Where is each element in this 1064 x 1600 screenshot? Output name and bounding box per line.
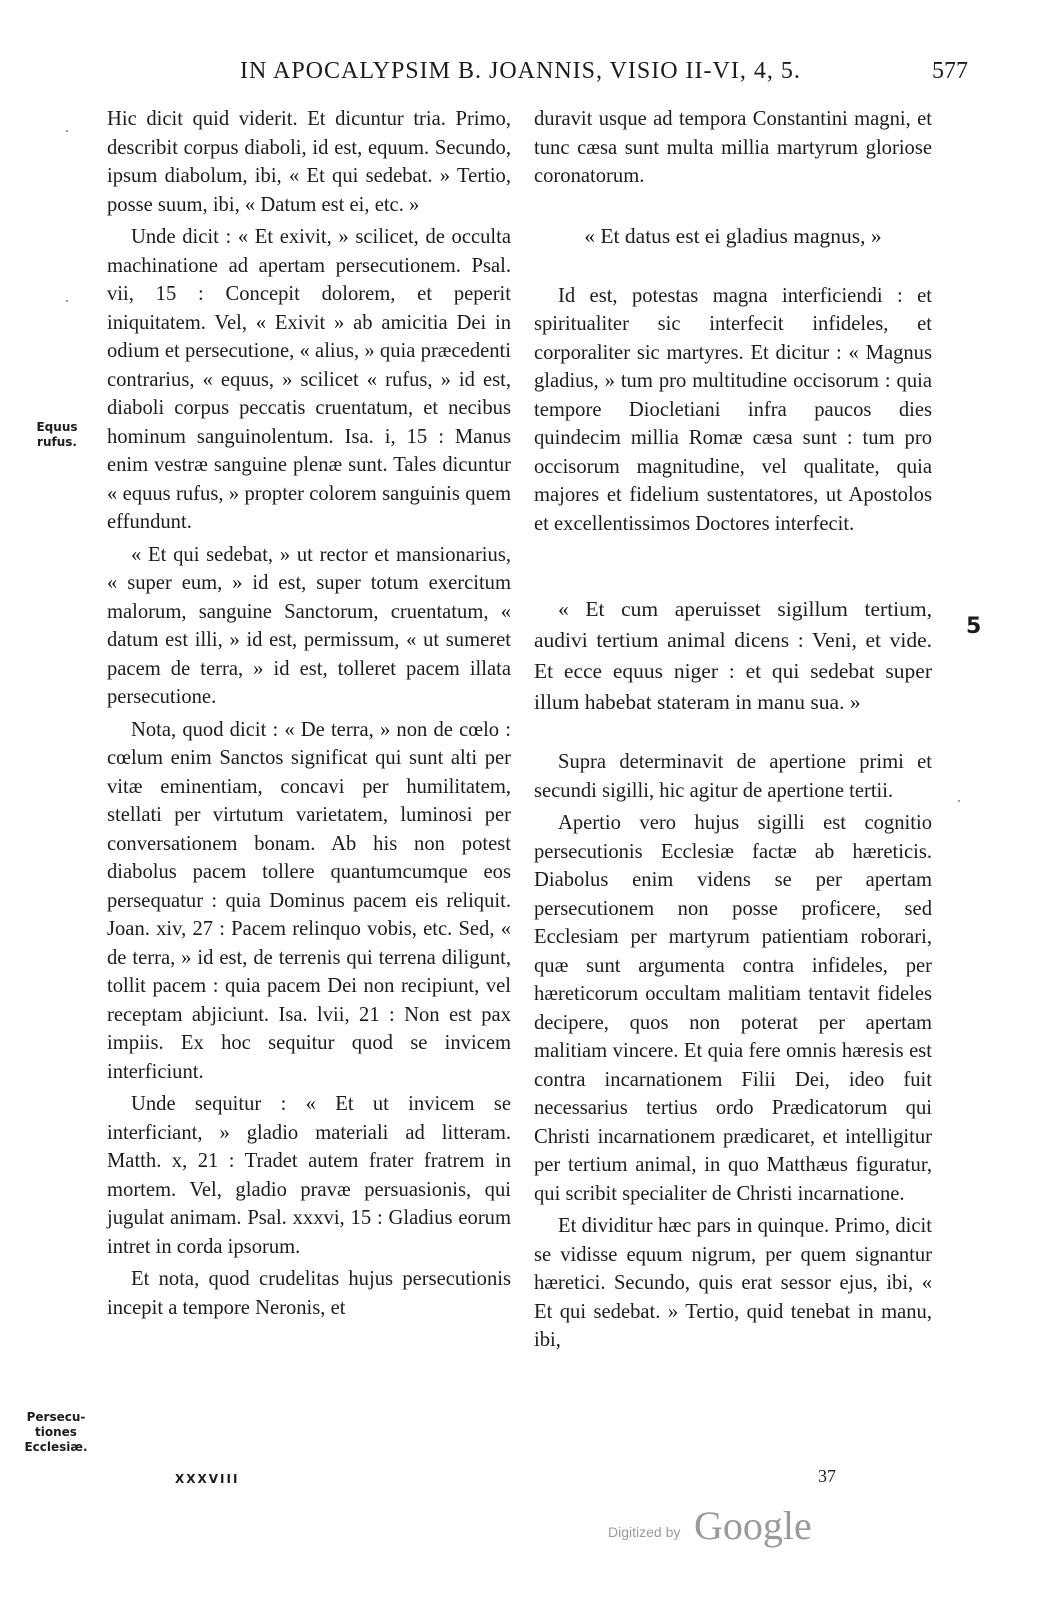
running-title: IN APOCALYPSIM B. JOANNIS, VISIO II-VI, 4, 5.: [240, 58, 801, 84]
paragraph: Unde dicit : « Et exivit, » scilicet, de occulta machinatione ad apertam persecutionem. Psal. vii, 15 : Concepit dolorem, et peperit iniquitatem. Vel, « Exivit » ab amicitia Dei in odium et persecutione, « alius, » quia præcedenti contrarius, « equus, » scilicet « rufus, » id est, diaboli corpus peccatis cruentatum, et necibus hominum sanguinolentum. Isa. i, 15 : Manus enim vestræ sanguine plenæ sunt. Tales dicuntur « equus rufus, » propter colorem sanguinis quem effundunt.: [107, 226, 511, 533]
sheet-number: 37: [818, 1466, 836, 1486]
paragraph: Et dividitur hæc pars in quinque. Primo, dicit se vidisse equum nigrum, per quem signantur hæretici. Secundo, quis erat sessor ejus, ibi, « Et qui sedebat. » Tertio, quid tenebat in manu, ibi,: [534, 1215, 932, 1351]
spacer: [534, 722, 932, 748]
paragraph: Hic dicit quid viderit. Et dicuntur tria. Primo, describit corpus diaboli, id est, equum. Secundo, ipsum diabolum, ibi, « Et qui sedebat. » Tertio, posse suum, ibi, « Datum est ei, etc. »: [107, 108, 511, 216]
paragraph: Nota, quod dicit : « De terra, » non de cœlo : cœlum enim Sanctos significat qui sunt alti per vitæ eminentiam, concavi per humilitatem, stellati per virtutum varietatem, luminosi per conversationem bonam. Ab his non potest diabolus pacem tollere quantumcumque eos persequatur : quia Dominus pacem eis reliquit. Joan. xiv, 27 : Pacem relinquo vobis, etc. Sed, « de terra, » id est, de terrenis qui terrena diligunt, tollit pacem : quia pacem Dei non recipiunt, vel receptam abjiciunt. Isa. lvii, 21 : Non est pax impiis. Ex hoc sequitur quod se invicem interficiunt.: [107, 718, 511, 1083]
speck: [66, 130, 68, 132]
speck: [958, 800, 960, 802]
paragraph: Id est, potestas magna interficiendi : et spiritualiter sic interfecit infideles, et corporaliter sic martyres. Et dicitur : « Magnus gladius, » tum pro multitudine occisorum : quia tempore Diocletiani infra paucos dies quindecim millia Romæ cæsa sunt : tum pro occisorum magnitudine, vel qualitate, quia majores et fidelium sustentatores, ut Apostolos et excellentissimos Doctores interfecit.: [534, 284, 932, 535]
speck: [66, 300, 68, 302]
page-number: 577: [932, 58, 968, 84]
signature-mark: XXXVIII: [175, 1472, 240, 1486]
spacer: [534, 568, 932, 594]
right-column: [534, 105, 932, 1359]
running-header: [0, 58, 1064, 92]
lemma: « Et cum aperuisset sigillum tertium, audivi tertium animal dicens : Veni, et vide. Et ecce equus niger : et qui sedebat super illum habebat stateram in manu sua. »: [534, 597, 932, 714]
paragraph: Unde sequitur : « Et ut invicem se interficiant, » gladio materiali ad litteram. Matth. x, 21 : Tradet autem frater fratrem in mortem. Vel, gladio pravæ persuasionis, qui jugulat animam. Psal. xxxvi, 15 : Gladius eorum intret in corda ipsorum.: [107, 1093, 511, 1258]
lemma: « Et datus est ei gladius magnus, »: [584, 223, 882, 248]
digitized-by-label: Digitized by: [608, 1524, 681, 1540]
paragraph: « Et qui sedebat, » ut rector et mansionarius, « super eum, » id est, super totum exercitum malorum, sanguine Sanctorum, cruentatum, « datum est illi, » id est, permissum, « ut sumeret pacem de terra, » id est, tolleret pacem illata persecutione.: [107, 543, 511, 708]
spacer: [534, 195, 932, 221]
margin-note-equus-rufus: Equus rufus.: [36, 420, 78, 449]
margin-note-persecutiones: Persecu-tiones Ecclesiæ.: [24, 1410, 88, 1454]
paragraph: Et nota, quod crudelitas hujus persecutionis incepit a tempore Neronis, et: [107, 1268, 511, 1319]
spacer: [534, 256, 932, 282]
spacer: [534, 542, 932, 568]
paragraph: Apertio vero hujus sigilli est cognitio persecutionis Ecclesiæ factæ ab hæreticis. Diabolus enim videns se per apertam persecutionem non posse proficere, sed Ecclesiam per martyrum patientiam roborari, quæ sunt argumenta contra infideles, per hæreticorum occultam malitiam tentavit fideles decipere, quos non poterat per apertam malitiam vincere. Et quia fere omnis hæresis est contra incarnationem Filii Dei, ideo fuit necessarius tertius ordo Prædicatorum qui Christi incarnationem prædicaret, et intelligitur per tertium animal, in quo Matthæus figuratur, qui scribit specialiter de Christi incarnatione.: [534, 812, 932, 1205]
verse-number: 5: [966, 614, 982, 639]
paragraph: Supra determinavit de apertione primi et secundi sigilli, hic agitur de apertione tertii.: [534, 751, 932, 802]
google-logo: Google: [694, 1503, 812, 1548]
left-column: [107, 105, 511, 1326]
paragraph: duravit usque ad tempora Constantini magni, et tunc cæsa sunt multa millia martyrum gloriose coronatorum.: [534, 108, 932, 187]
